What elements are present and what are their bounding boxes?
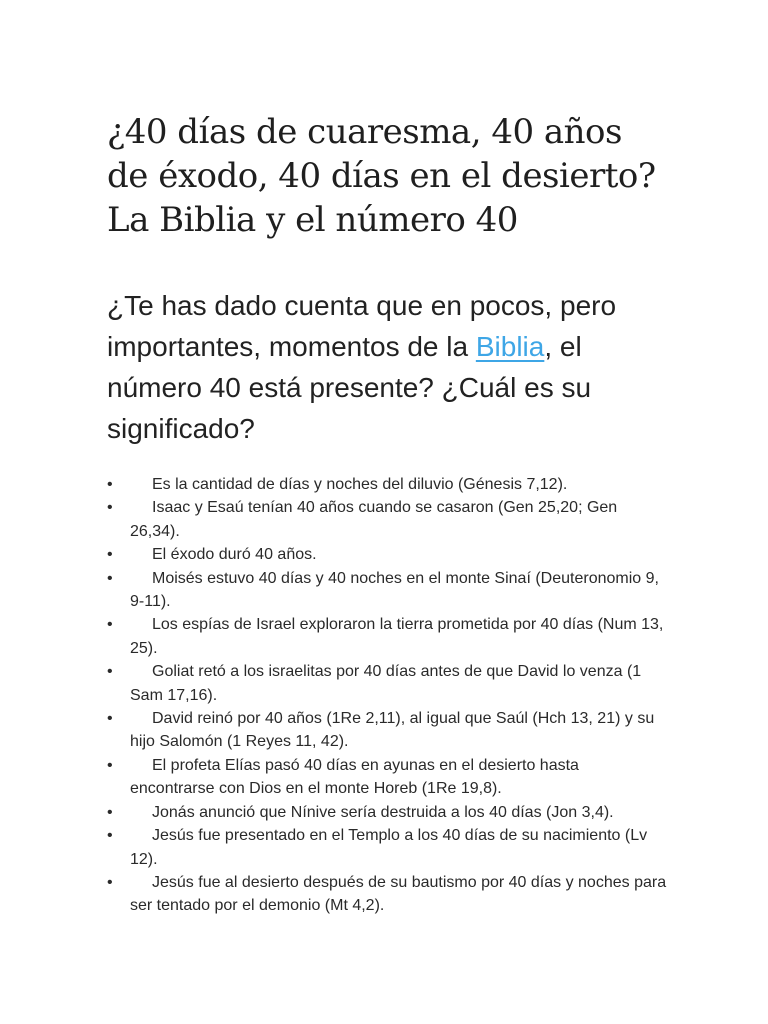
bullet-icon: • xyxy=(107,827,113,845)
bullet-icon: • xyxy=(107,616,113,634)
list-item-text: Isaac y Esaú tenían 40 años cuando se casaron (Gen 25,20; Gen 26,34). xyxy=(130,499,618,540)
intro-text-before-link: ¿Te has dado cuenta que en pocos, pero importantes, momentos de la xyxy=(107,290,617,362)
bullet-icon: • xyxy=(107,663,113,681)
list-item-text: Es la cantidad de días y noches del diluvio (Génesis 7,12). xyxy=(152,476,568,493)
list-item xyxy=(107,496,667,543)
intro-text-after-link: , el número 40 está presente? ¿Cuál es su significado? xyxy=(107,331,592,444)
article xyxy=(107,110,667,918)
bullet-icon: • xyxy=(107,756,113,774)
list-item-text: David reinó por 40 años (1Re 2,11), al igual que Saúl (Hch 13, 21) y su hijo Salomón (1 Reyes 11, 42). xyxy=(130,710,655,751)
list-item-text: Jesús fue al desierto después de su bautismo por 40 días y noches para ser tentado por el demonio (Mt 4,2). xyxy=(130,873,667,915)
list-item xyxy=(107,871,667,918)
bullet-icon: • xyxy=(107,569,113,587)
list-item xyxy=(107,801,667,824)
list-item-text: El éxodo duró 40 años. xyxy=(152,546,317,564)
list-item xyxy=(107,473,667,496)
facts-list xyxy=(107,473,667,918)
list-item-text: Goliat retó a los israelitas por 40 días antes de que David lo venza (1 Sam 17,16). xyxy=(130,663,642,704)
list-item xyxy=(107,754,667,801)
bullet-icon: • xyxy=(107,546,113,564)
bullet-icon: • xyxy=(107,710,113,728)
article-title: ¿40 días de cuaresma, 40 años de éxodo, 40 días en el desierto? La Biblia y el número 40 xyxy=(107,112,656,240)
biblia-link[interactable]: Biblia xyxy=(475,331,545,362)
list-item xyxy=(107,613,667,660)
list-item xyxy=(107,707,667,754)
list-item-text: El profeta Elías pasó 40 días en ayunas en el desierto hasta encontrarse con Dios en el monte Horeb (1Re 19,8). xyxy=(130,756,579,798)
bullet-icon: • xyxy=(107,803,113,821)
bullet-icon: • xyxy=(107,476,113,493)
list-item xyxy=(107,660,667,707)
bullet-icon: • xyxy=(107,873,113,891)
list-item xyxy=(107,543,667,566)
list-item-text: Los espías de Israel exploraron la tierra prometida por 40 días (Num 13, 25). xyxy=(130,616,664,657)
list-item xyxy=(107,567,667,614)
bullet-icon: • xyxy=(107,499,113,517)
list-item-text: Jesús fue presentado en el Templo a los 40 días de su nacimiento (Lv 12). xyxy=(130,827,648,868)
list-item-text: Jonás anunció que Nínive sería destruida a los 40 días (Jon 3,4). xyxy=(152,803,614,821)
list-item-text: Moisés estuvo 40 días y 40 noches en el monte Sinaí (Deuteronomio 9, 9-11). xyxy=(130,569,659,611)
article-intro xyxy=(107,285,667,449)
list-item xyxy=(107,824,667,871)
